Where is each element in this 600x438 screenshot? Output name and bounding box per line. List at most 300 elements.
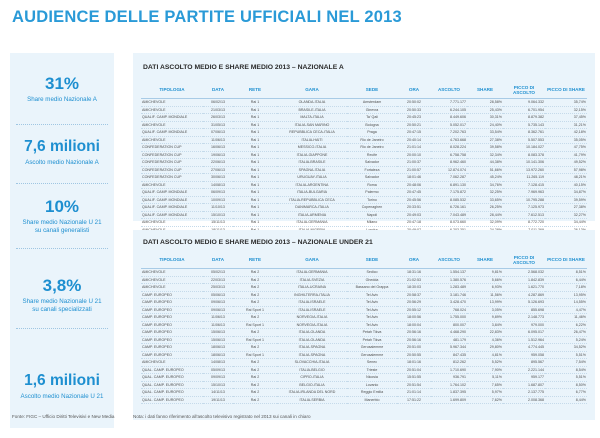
table-cell: 34,76%	[467, 181, 503, 189]
table-cell: Rai 2	[233, 291, 277, 299]
table-cell: Nicosia	[347, 374, 397, 382]
stat-label: Share medio Nazionale A	[27, 96, 97, 103]
table-cell: Manerbio	[347, 396, 397, 404]
table-cell: 812.262	[431, 359, 467, 367]
table-cell: 4,36%	[467, 336, 503, 344]
table-row	[141, 306, 587, 314]
stat-label: Ascolto medio Nazionale U 21	[20, 392, 104, 400]
stat-label: Ascolto medio Nazionale A	[25, 158, 99, 166]
table-cell: Milano	[347, 219, 397, 227]
table-cell: Rai 1	[233, 196, 277, 204]
table-cell: 35,74%	[545, 99, 587, 107]
table-cell: 959.058	[503, 351, 545, 359]
table-cell: 20:48:06	[397, 181, 431, 189]
table-cell: Rai 1	[233, 121, 277, 129]
table-cell: AMICHEVOLE	[141, 121, 203, 129]
table-cell: CAMP. EUROPEO	[141, 329, 203, 337]
table-cell: 24,40%	[467, 121, 503, 129]
table-cell: 11/06/13	[203, 321, 233, 329]
table-cell: 14,55%	[545, 299, 587, 307]
table-cell: 4,81%	[467, 351, 503, 359]
table-cell: 09/06/13	[203, 306, 233, 314]
table-cell: 8.083.378	[503, 151, 545, 159]
table-cell: 19/06/13	[203, 151, 233, 159]
table-nazionale-u21	[141, 252, 587, 404]
stat-value: 3,8%	[42, 276, 82, 295]
table-cell: 895.567	[503, 359, 545, 367]
stat-ascolto-nazionale-a	[10, 139, 114, 166]
table-cell: Amsterdam	[347, 99, 397, 107]
table-cell: 44,38%	[467, 159, 503, 167]
table-cell: 8.879.382	[503, 114, 545, 122]
table-cell: 2.568.032	[503, 269, 545, 277]
table-row	[141, 291, 587, 299]
table-header-row	[141, 252, 587, 269]
table-cell: 17:51:22	[397, 396, 431, 404]
table-cell: 6.758.758	[431, 151, 467, 159]
table-cell: Salvador	[347, 159, 397, 167]
table-cell: 21:00:37	[397, 159, 431, 167]
table-cell: AMICHEVOLE	[141, 219, 203, 227]
table-cell: CONFEDERATION CUP	[141, 151, 203, 159]
stat-share-nazionale-a	[10, 75, 114, 104]
table-cell: ITALIA-SPAGNA	[277, 351, 347, 359]
table-cell: 847.435	[431, 351, 467, 359]
table-cell: Rai 1	[233, 166, 277, 174]
table-cell: 3.428.470	[431, 299, 467, 307]
table-cell: 20:50:02	[397, 99, 431, 107]
table-cell: Napoli	[347, 211, 397, 219]
table-cell: ITALIA-GERMANIA	[277, 269, 347, 277]
table-cell: 40,15%	[545, 181, 587, 189]
table-row	[141, 276, 587, 284]
table-cell: 57,98%	[545, 166, 587, 174]
table-cell: 18:01:16	[397, 359, 431, 367]
table-cell: 39,58%	[467, 144, 503, 152]
table-cell: ITALIA-REPUBBLICA CECA	[277, 196, 347, 204]
table-cell: Gerusalemme	[347, 344, 397, 352]
table-row	[141, 359, 587, 367]
table-cell: 10/09/13	[203, 196, 233, 204]
table-row	[141, 396, 587, 404]
table-cell: 39,59%	[545, 196, 587, 204]
stat-share-u21-specializzati	[10, 277, 114, 314]
table-cell: 9,81%	[467, 269, 503, 277]
table-cell: 7,18%	[545, 284, 587, 292]
table-cell: Rai 1	[233, 144, 277, 152]
table-cell: MESSICO-ITALIA	[277, 144, 347, 152]
table-cell: Tel Aviv	[347, 314, 397, 322]
table-cell: REPUBBLICA CECA-ITALIA	[277, 129, 347, 137]
table-cell: ITALIA-OLANDA	[277, 336, 347, 344]
table-cell: QUAL. CAMP. EUROPEO	[141, 381, 203, 389]
table-cell: Roma	[347, 181, 397, 189]
table-cell: 8,50%	[545, 381, 587, 389]
table-cell: 15/10/13	[203, 381, 233, 389]
table-cell: 19/11/13	[203, 396, 233, 404]
table-cell: 8.085.532	[431, 196, 467, 204]
table-cell: 8,44%	[545, 396, 587, 404]
table-row	[141, 136, 587, 144]
table-cell: ITALIA-SERBIA	[277, 396, 347, 404]
stat-value: 10%	[44, 197, 80, 216]
table-cell: 7.125.973	[503, 204, 545, 212]
table-cell: ITALIA-ISRAELE	[277, 299, 347, 307]
table-cell: 06/02/13	[203, 99, 233, 107]
table-cell: Rai 1	[233, 204, 277, 212]
table-cell: 27,38%	[467, 136, 503, 144]
table-cell: Rai 1	[233, 181, 277, 189]
table-cell: 1.380.576	[431, 276, 467, 284]
stat-value: 7,6 milioni	[24, 138, 100, 155]
table-cell: Rai 2	[233, 374, 277, 382]
table-cell: 11/06/13	[203, 314, 233, 322]
table-cell: 8,51%	[545, 269, 587, 277]
table-cell: Rai Sport 1	[233, 351, 277, 359]
table-cell: Rai Sport 1	[233, 336, 277, 344]
table-cell: QUALIF. CAMP. MONDIALE	[141, 196, 203, 204]
table-cell: 45,24%	[467, 174, 503, 182]
table-cell: 5,11%	[467, 374, 503, 382]
table-cell: 1.764.102	[431, 381, 467, 389]
table-cell: MALTA-ITALIA	[277, 114, 347, 122]
table-header-row	[141, 82, 587, 99]
table-cell: NORVEGIA-ITALIA	[277, 321, 347, 329]
table-cell: 48,21%	[545, 174, 587, 182]
table-cell: 20:47:45	[397, 189, 431, 197]
table-cell: ITALIA-BRASILE	[277, 159, 347, 167]
column-header: SHARE	[467, 82, 503, 99]
table-cell: Palermo	[347, 189, 397, 197]
table-cell: Sedico	[347, 269, 397, 277]
table-cell: 5,97%	[467, 389, 503, 397]
table-cell: 5.052.017	[431, 121, 467, 129]
column-header: SHARE	[467, 252, 503, 269]
table-cell: 31/05/13	[203, 121, 233, 129]
table-cell: 6,44%	[545, 276, 587, 284]
table-cell: 18/06/13	[203, 351, 233, 359]
table-cell: 7.202.763	[431, 129, 467, 137]
table-row	[141, 336, 587, 344]
table-cell: 11,46%	[545, 314, 587, 322]
table-cell: 8.449.606	[431, 114, 467, 122]
table-cell: Rai 2	[233, 269, 277, 277]
table-cell: 20:45:56	[397, 196, 431, 204]
table-cell: Lovanio	[347, 381, 397, 389]
table-cell: CAMP. EUROPEO	[141, 321, 203, 329]
table-cell: QUAL. CAMP. EUROPEO	[141, 366, 203, 374]
table-cell: Copenaghen	[347, 204, 397, 212]
table-cell: Rio de Janeiro	[347, 144, 397, 152]
table-row	[141, 351, 587, 359]
table-row	[141, 121, 587, 129]
table-row	[141, 174, 587, 182]
table-cell: 37,45%	[545, 114, 587, 122]
table-cell: Rai 2	[233, 329, 277, 337]
table-cell: CAMP. EUROPEO	[141, 299, 203, 307]
table-cell: 959.177	[503, 374, 545, 382]
table-cell: CONFEDERATION CUP	[141, 159, 203, 167]
table-cell: 9.064.332	[503, 99, 545, 107]
table-cell: Rai 2	[233, 396, 277, 404]
table-cell: 26/03/13	[203, 114, 233, 122]
table-cell: Rai Sport 1	[233, 306, 277, 314]
table-cell: 21:01:14	[397, 389, 431, 397]
table-cell: 20:56:16	[397, 329, 431, 337]
table-cell: 21:00:57	[397, 166, 431, 174]
table-cell: 33,65%	[467, 196, 503, 204]
table-cell: 8.362.761	[503, 129, 545, 137]
table-cell: 8.962.460	[431, 159, 467, 167]
table-cell: QUAL. CAMP. EUROPEO	[141, 396, 203, 404]
table-cell: 47,75%	[545, 144, 587, 152]
table-cell: 30/06/13	[203, 174, 233, 182]
table-row	[141, 159, 587, 167]
table-cell: 20:47:18	[397, 219, 431, 227]
table-cell: 20:33:51	[397, 204, 431, 212]
table-cell: 1.837.395	[431, 389, 467, 397]
table-row	[141, 196, 587, 204]
table-cell: 42,18%	[545, 129, 587, 137]
table-cell: 5.126.693	[503, 299, 545, 307]
table-cell: 5,24%	[545, 336, 587, 344]
table-row	[141, 106, 587, 114]
table-cell: QUAL. CAMP. EUROPEO	[141, 389, 203, 397]
table-cell: 800.007	[431, 321, 467, 329]
footer-source: Fonte: FIGC – Ufficio Diritti Televisivi e New Media	[12, 414, 115, 419]
footer-note: Nota: i dati fanno riferimento all'ascolto televisivo registrato nel 2013 sui canali in chiaro	[133, 414, 311, 419]
table-row	[141, 189, 587, 197]
table-cell: 2.148.773	[503, 314, 545, 322]
table-cell: 09/06/13	[203, 299, 233, 307]
table-cell: Fortaleza	[347, 166, 397, 174]
table-cell: 1.621.770	[503, 284, 545, 292]
column-header: TIPOLOGIA	[141, 252, 203, 269]
table-cell: 2.008.368	[503, 396, 545, 404]
table-cell: 18/06/13	[203, 344, 233, 352]
table-cell: 11/06/13	[203, 136, 233, 144]
table-cell: Senec	[347, 359, 397, 367]
table-cell: 11/10/13	[203, 204, 233, 212]
table-cell: Bassano del Grappa	[347, 284, 397, 292]
column-header: DATA	[203, 82, 233, 99]
stat-label: Share medio Nazionale U 21 su canali specializzati	[22, 298, 102, 313]
table-cell: 14/11/13	[203, 389, 233, 397]
table-cell: AMICHEVOLE	[141, 99, 203, 107]
table-cell: 09/09/13	[203, 374, 233, 382]
table-cell: DANIMARCA-ITALIA	[277, 204, 347, 212]
table-cell: 21:01:14	[397, 144, 431, 152]
table-cell: QUALIF. CAMP. MONDIALE	[141, 114, 203, 122]
table-cell: 20:56:29	[397, 299, 431, 307]
table-cell: 3,05%	[467, 306, 503, 314]
column-header: PICCO DI ASCOLTO	[503, 252, 545, 269]
table-cell: AMICHEVOLE	[141, 136, 203, 144]
table-cell: Ginevra	[347, 106, 397, 114]
table-cell: 15:51:55	[397, 374, 431, 382]
column-header: ORA	[397, 252, 431, 269]
table-cell: ITALIA-IRLANDA DEL NORD	[277, 389, 347, 397]
table-cell: INGHILTERRA-ITALIA	[277, 291, 347, 299]
stat-ascolto-u21	[10, 373, 114, 400]
table-cell: 7.043.489	[431, 211, 467, 219]
table-row	[141, 329, 587, 337]
table-cell: 1.283.489	[431, 284, 467, 292]
table-cell: ITALIA-OLANDA	[277, 329, 347, 337]
table-cell: URUGUAY-ITALIA	[277, 174, 347, 182]
table-cell: AMICHEVOLE	[141, 269, 203, 277]
table-nazionale-a	[141, 82, 587, 234]
table-cell: SLOVACCHIA-ITALIA	[277, 359, 347, 367]
table-cell: Recife	[347, 151, 397, 159]
table-row	[141, 99, 587, 107]
table-cell: Torino	[347, 196, 397, 204]
table-cell: Tel Aviv	[347, 299, 397, 307]
table-cell: Rai 2	[233, 276, 277, 284]
table-cell: ITALIA-ARGENTINA	[277, 181, 347, 189]
table-cell: 7,62%	[467, 396, 503, 404]
panel-title: DATI ASCOLTO MEDIO E SHARE MEDIO 2013 – NAZIONALE A	[143, 64, 344, 71]
table-cell: Rai 1	[233, 136, 277, 144]
table-cell: 11,56%	[467, 291, 503, 299]
table-cell: 33,54%	[467, 129, 503, 137]
table-cell: 8.028.224	[431, 144, 467, 152]
table-cell: AMICHEVOLE	[141, 276, 203, 284]
table-cell: 4,47%	[545, 306, 587, 314]
column-header: ORA	[397, 82, 431, 99]
table-row	[141, 129, 587, 137]
table-cell: 936.791	[431, 374, 467, 382]
table-cell: 7.771.177	[431, 99, 467, 107]
table-cell: 51,66%	[467, 166, 503, 174]
column-header: RETE	[233, 252, 277, 269]
table-cell: 1.512.964	[503, 336, 545, 344]
table-cell: Tel Aviv	[347, 291, 397, 299]
table-row	[141, 269, 587, 277]
stats-sidebar	[10, 53, 114, 428]
table-cell: Salvador	[347, 174, 397, 182]
table-cell: 481.179	[431, 336, 467, 344]
table-cell: 7.128.415	[503, 181, 545, 189]
table-cell: 4.774.445	[503, 344, 545, 352]
table-cell: Rio de Janeiro	[347, 136, 397, 144]
table-cell: 20:56:16	[397, 336, 431, 344]
table-cell: 4.468.290	[431, 329, 467, 337]
table-cell: 3.181.746	[431, 291, 467, 299]
table-cell: QUALIF. CAMP. MONDIALE	[141, 189, 203, 197]
table-cell: QUALIF. CAMP. MONDIALE	[141, 129, 203, 137]
column-header: RETE	[233, 82, 277, 99]
table-cell: 979.000	[503, 321, 545, 329]
table-cell: 7,65%	[467, 381, 503, 389]
column-header: DATA	[203, 252, 233, 269]
table-cell: 22,83%	[467, 329, 503, 337]
table-cell: CAMP. EUROPEO	[141, 336, 203, 344]
table-cell: ITALIA-SPAGNA	[277, 344, 347, 352]
table-cell: 2.137.775	[503, 389, 545, 397]
table-cell: 15/11/13	[203, 219, 233, 227]
column-header: ASCOLTO	[431, 252, 467, 269]
table-cell: Ghedda	[347, 276, 397, 284]
table-cell: 20:55:12	[397, 306, 431, 314]
panel-nazionale-u21	[133, 230, 595, 420]
table-cell: 20:00:10	[397, 151, 431, 159]
table-cell: 7,90%	[467, 366, 503, 374]
table-cell: 20:49:03	[397, 211, 431, 219]
table-cell: 6.701.954	[503, 106, 545, 114]
table-cell: 18:31:16	[397, 269, 431, 277]
table-cell: AMICHEVOLE	[141, 284, 203, 292]
column-header: PICCO DI ASCOLTO	[503, 82, 545, 99]
table-cell: Petah Tikva	[347, 336, 397, 344]
table-cell: Ta' Qali	[347, 114, 397, 122]
table-cell: Rai 2	[233, 366, 277, 374]
table-cell: 18:00:04	[397, 321, 431, 329]
table-cell: Petah Tikva	[347, 329, 397, 337]
table-cell: CONFEDERATION CUP	[141, 144, 203, 152]
table-cell: 8,54%	[545, 366, 587, 374]
table-cell: CAMP. EUROPEO	[141, 291, 203, 299]
table-cell: 41,79%	[545, 151, 587, 159]
table-cell: AMICHEVOLE	[141, 181, 203, 189]
table-cell: 07/06/13	[203, 129, 233, 137]
table-row	[141, 151, 587, 159]
table-cell: 6,22%	[545, 321, 587, 329]
table-cell: 32,27%	[545, 211, 587, 219]
table-cell: 28,58%	[467, 99, 503, 107]
table-cell: Rai 1	[233, 151, 277, 159]
table-cell: 5,66%	[467, 276, 503, 284]
table-cell: Reggio Emilia	[347, 389, 397, 397]
table-cell: 27/06/13	[203, 166, 233, 174]
table-cell: 5.967.344	[431, 344, 467, 352]
table-cell: 22/06/13	[203, 159, 233, 167]
table-cell: Rai 1	[233, 106, 277, 114]
table-cell: ITALIA-BELGIO	[277, 366, 347, 374]
table-row	[141, 114, 587, 122]
table-cell: 34,87%	[545, 189, 587, 197]
table-cell: 3,84%	[467, 321, 503, 329]
table-row	[141, 211, 587, 219]
table-cell: CAMP. EUROPEO	[141, 351, 203, 359]
table-cell: 13.972.260	[503, 166, 545, 174]
table-cell: 32,09%	[467, 219, 503, 227]
table-cell: 05/02/13	[203, 269, 233, 277]
table-cell: 7.062.287	[431, 174, 467, 182]
table-cell: 7,54%	[545, 359, 587, 367]
table-cell: BELGIO-ITALIA	[277, 381, 347, 389]
column-header: GARA	[277, 252, 347, 269]
table-row	[141, 314, 587, 322]
table-cell: OLANDA-ITALIA	[277, 99, 347, 107]
table-cell: 20:50:21	[397, 121, 431, 129]
table-cell: AMICHEVOLE	[141, 359, 203, 367]
table-cell: 20:40:14	[397, 136, 431, 144]
table-cell: QUALIF. CAMP. MONDIALE	[141, 204, 203, 212]
table-cell: 5,51%	[545, 374, 587, 382]
table-cell: 49,52%	[545, 159, 587, 167]
table-cell: 11.265.119	[503, 174, 545, 182]
table-cell: 21:02:53	[397, 276, 431, 284]
stat-label: Share medio Nazionale U 21 su canali generalisti	[22, 219, 102, 234]
table-cell: 22/03/13	[203, 276, 233, 284]
stat-share-u21-generalisti	[10, 198, 114, 235]
table-row	[141, 374, 587, 382]
divider	[16, 328, 108, 329]
table-cell: 18:01:46	[397, 174, 431, 182]
table-cell: ITALIA-BULGARIA	[277, 189, 347, 197]
table-cell: 6.891.130	[431, 181, 467, 189]
